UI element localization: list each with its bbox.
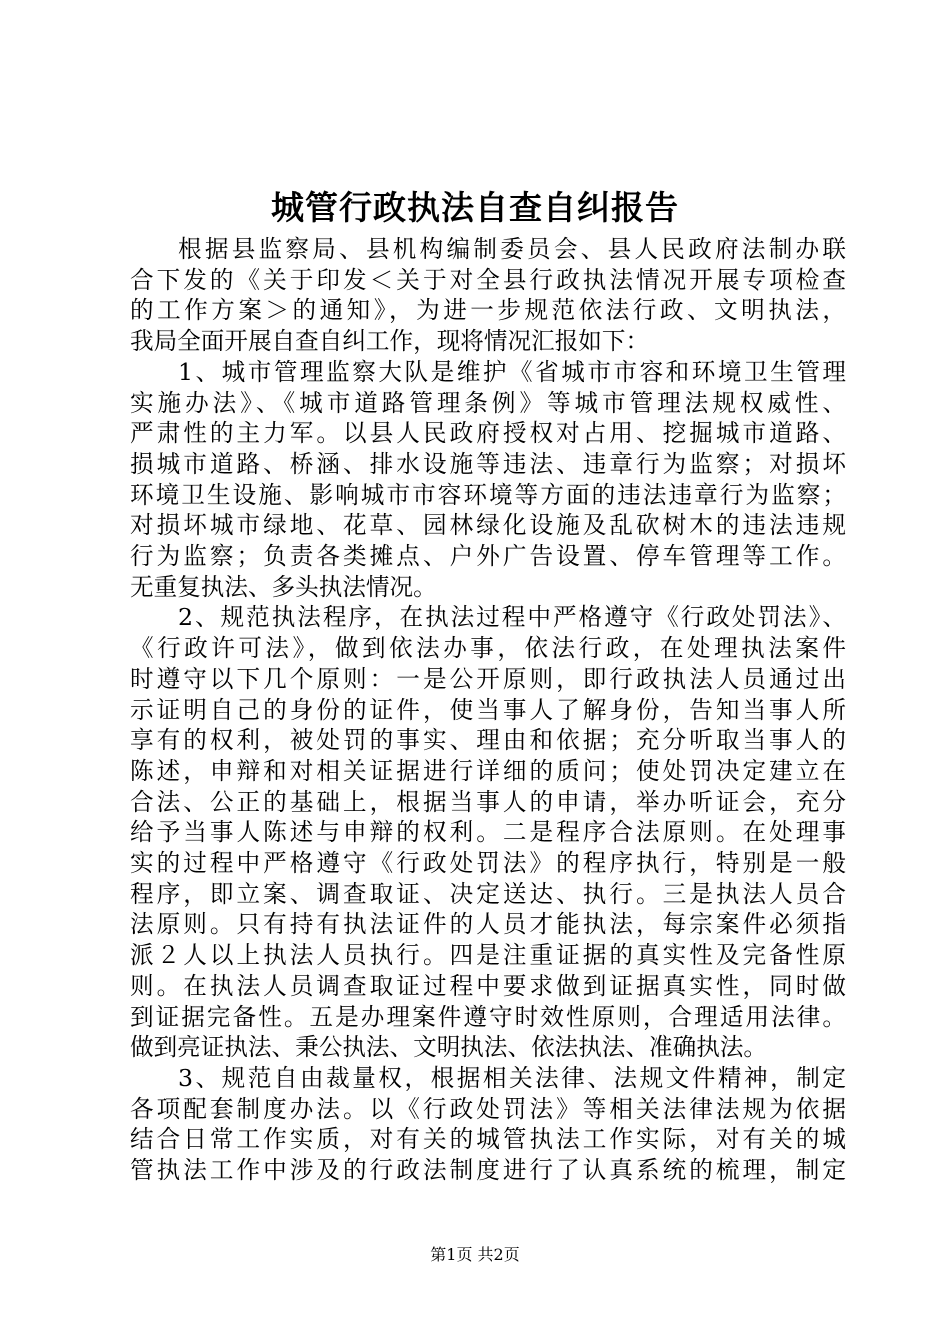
- body-text-line: 享有的权利，被处罚的事实、理由和依据；充分听取当事人的: [130, 726, 846, 755]
- body-text-line: 则。在执法人员调查取证过程中要求做到证据真实性，同时做: [130, 971, 846, 1000]
- body-text-line: 合法、公正的基础上，根据当事人的申请，举办听证会，充分: [130, 787, 846, 816]
- body-text-line: 各项配套制度办法。以《行政处罚法》等相关法律法规为依据: [130, 1094, 846, 1123]
- body-text-line: 派２人以上执法人员执行。四是注重证据的真实性及完备性原: [130, 941, 846, 970]
- body-text-line: 环境卫生设施、影响城市市容环境等方面的违法违章行为监察；: [130, 480, 846, 509]
- body-text-line: 到证据完备性。五是办理案件遵守时效性原则，合理适用法律。: [130, 1002, 846, 1031]
- body-text-line: 根据县监察局、县机构编制委员会、县人民政府法制办联: [178, 235, 846, 263]
- body-text-line: 的工作方案＞的通知》，为进一步规范依法行政、文明执法，: [130, 296, 846, 325]
- page-footer: 第1页 共2页: [430, 1245, 520, 1264]
- body-text-line: 严肃性的主力军。以县人民政府授权对占用、挖掘城市道路、: [130, 419, 846, 448]
- document-body: [130, 234, 846, 1186]
- document-title: 城管行政执法自查自纠报告: [271, 188, 679, 227]
- body-text-line: 损城市道路、桥涵、排水设施等违法、违章行为监察；对损坏: [130, 449, 846, 478]
- body-text-line: 给予当事人陈述与申辩的权利。二是程序合法原则。在处理事: [130, 818, 846, 847]
- body-text-line: 实的过程中严格遵守《行政处罚法》的程序执行，特别是一般: [130, 849, 846, 878]
- body-text-line: 合下发的《关于印发＜关于对全县行政执法情况开展专项检查: [130, 265, 846, 294]
- body-text-line: 无重复执法、多头执法情况。: [130, 572, 437, 601]
- body-text-line: 结合日常工作实质，对有关的城管执法工作实际，对有关的城: [130, 1125, 846, 1154]
- body-text-line: 2、规范执法程序，在执法过程中严格遵守《行政处罚法》、: [178, 603, 846, 632]
- body-text-line: 《行政许可法》，做到依法办事，依法行政，在处理执法案件: [130, 634, 846, 663]
- body-text-line: 时遵守以下几个原则：一是公开原则，即行政执法人员通过出: [130, 664, 846, 693]
- body-text-line: 示证明自己的身份的证件，使当事人了解身份，告知当事人所: [130, 695, 846, 724]
- body-text-line: 陈述，申辩和对相关证据进行详细的质问；使处罚决定建立在: [130, 756, 846, 785]
- body-text-line: 做到亮证执法、秉公执法、文明执法、依法执法、准确执法。: [130, 1033, 768, 1062]
- body-text-line: 程序，即立案、调查取证、决定送达、执行。三是执法人员合: [130, 879, 846, 908]
- body-text-line: 实施办法》、《城市道路管理条例》等城市管理法规权威性、: [130, 388, 846, 417]
- body-text-line: 对损坏城市绿地、花草、园林绿化设施及乱砍树木的违法违规: [130, 511, 846, 540]
- body-text-line: 法原则。只有持有执法证件的人员才能执法，每宗案件必须指: [130, 910, 846, 939]
- body-text-line: 我局全面开展自查自纠工作，现将情况汇报如下：: [130, 327, 650, 356]
- body-text-line: 管执法工作中涉及的行政法制度进行了认真系统的梳理，制定: [130, 1156, 846, 1185]
- body-text-line: 行为监察；负责各类摊点、户外广告设置、停车管理等工作。: [130, 542, 846, 571]
- body-text-line: 3、规范自由裁量权，根据相关法律、法规文件精神，制定: [178, 1063, 846, 1092]
- body-text-line: 1、城市管理监察大队是维护《省城市市容和环境卫生管理: [178, 357, 846, 386]
